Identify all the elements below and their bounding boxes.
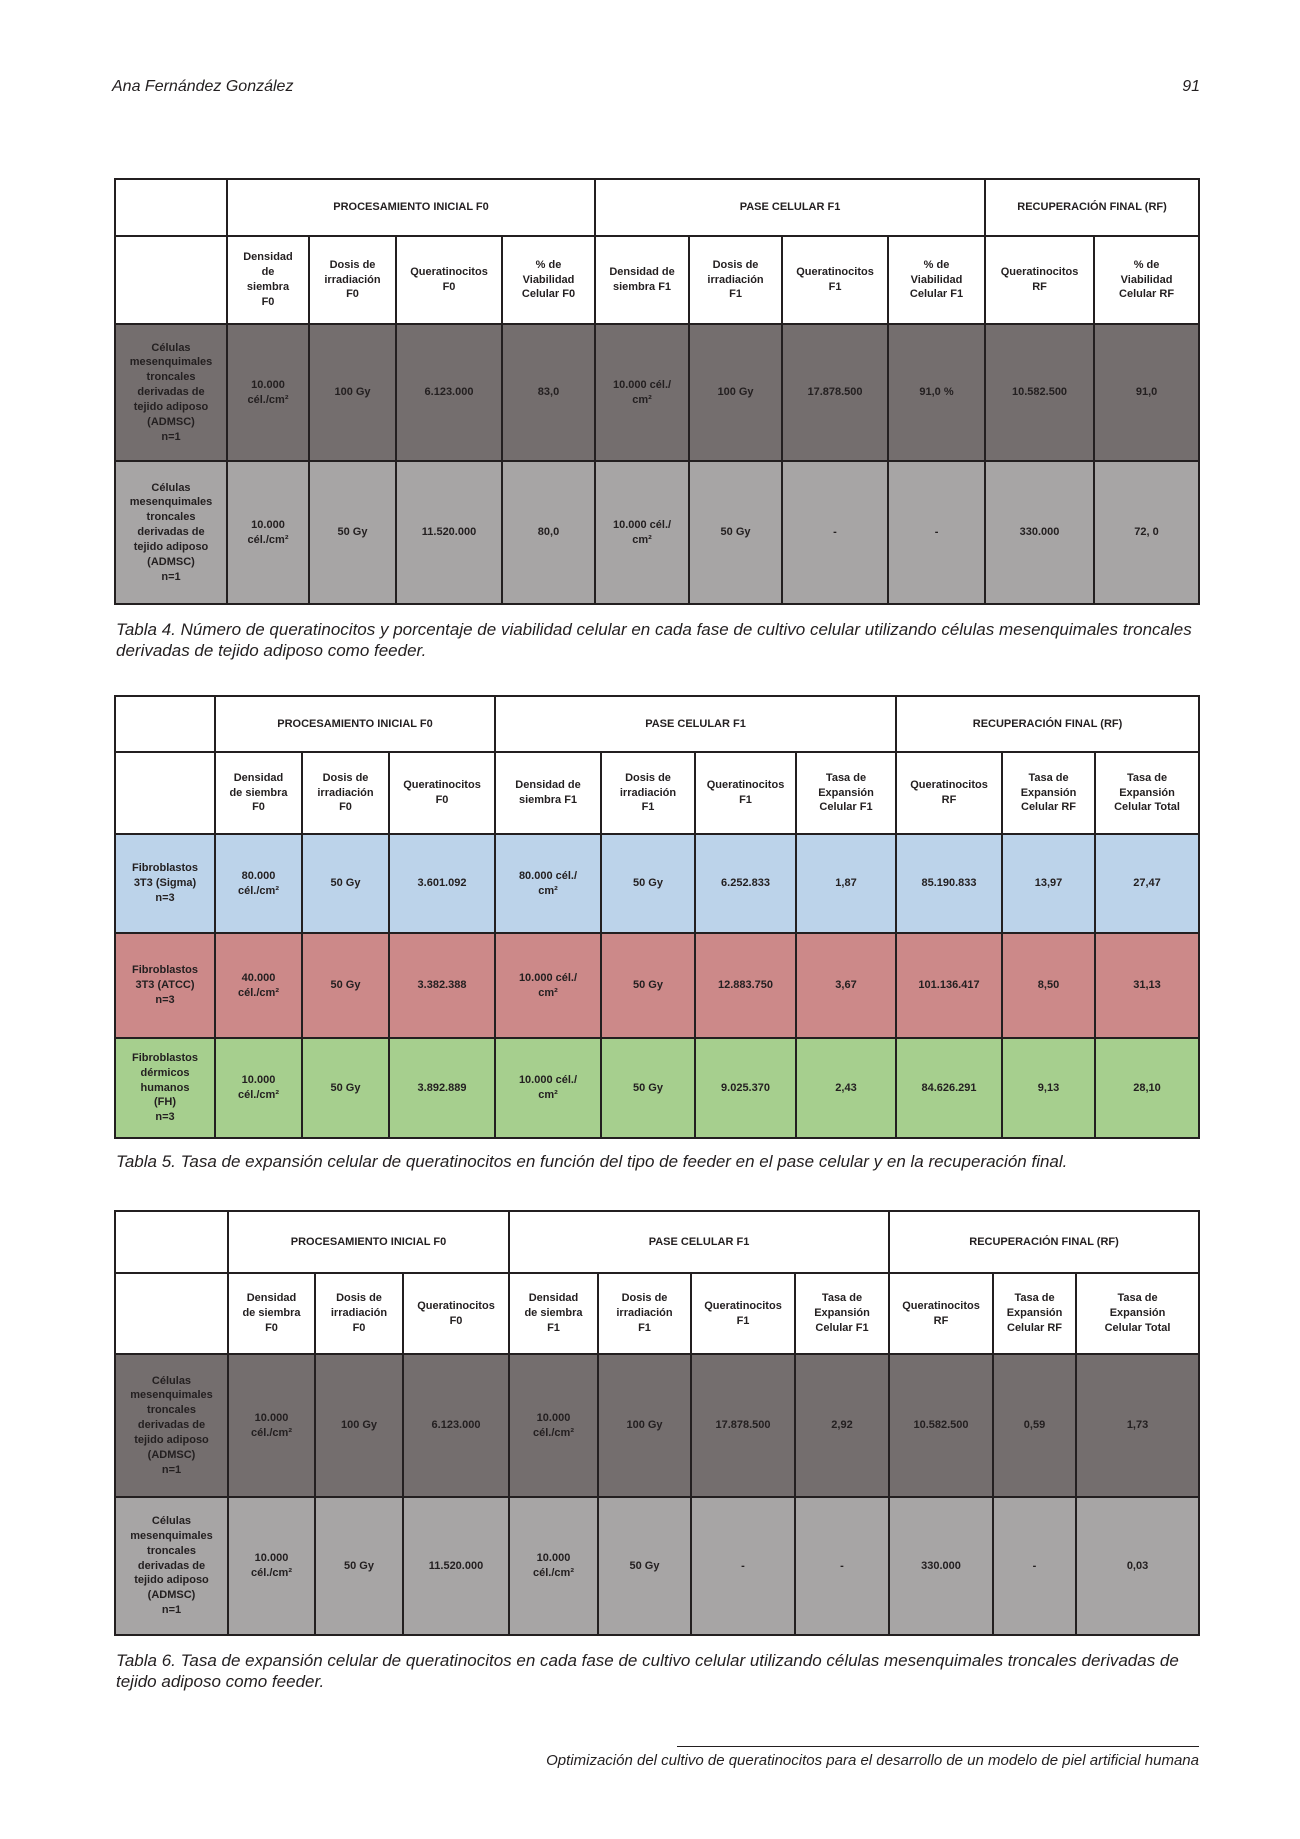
row-label: Células mesenquimales troncales derivadas de tejido adiposo (ADMSC) n=1 — [115, 1354, 228, 1497]
table-cell: 80.000 cél./cm² — [215, 834, 302, 933]
table-cell: 72, 0 — [1094, 461, 1199, 604]
table-4-group-f1: PASE CELULAR F1 — [595, 179, 985, 236]
table-4-group-header-row — [115, 179, 1199, 236]
table-cell: 91,0 — [1094, 324, 1199, 461]
table-cell: 11.520.000 — [396, 461, 502, 604]
table-cell: 11.520.000 — [403, 1497, 509, 1635]
table-4-subheader: % de Viabilidad Celular F1 — [888, 236, 985, 324]
table-cell: 80,0 — [502, 461, 595, 604]
table-5-subheader: Densidad de siembra F0 — [215, 752, 302, 834]
table-cell: 50 Gy — [315, 1497, 403, 1635]
table-cell: 10.000 cél./ cm² — [595, 461, 689, 604]
table-cell: 91,0 % — [888, 324, 985, 461]
table-5-subheader: Tasa de Expansión Celular RF — [1002, 752, 1095, 834]
table-cell: 9.025.370 — [695, 1038, 796, 1138]
table-cell: 1,73 — [1076, 1354, 1199, 1497]
table-row — [115, 1354, 1199, 1497]
table-row — [115, 933, 1199, 1038]
table-row — [115, 1497, 1199, 1635]
table-cell: 330.000 — [889, 1497, 993, 1635]
table-cell: 50 Gy — [689, 461, 782, 604]
table-cell: 10.000 cél./ cm² — [495, 1038, 601, 1138]
table-6-subheader-row — [115, 1273, 1199, 1354]
table-cell: 9,13 — [1002, 1038, 1095, 1138]
table-6-subheader-corner — [115, 1273, 228, 1354]
table-cell: 10.000 cél./cm² — [227, 324, 309, 461]
table-cell: 27,47 — [1095, 834, 1199, 933]
table-cell: 10.582.500 — [889, 1354, 993, 1497]
table-5-subheader-row — [115, 752, 1199, 834]
table-cell: 17.878.500 — [782, 324, 888, 461]
table-6-group-rf: RECUPERACIÓN FINAL (RF) — [889, 1211, 1199, 1273]
table-5-caption: Tabla 5. Tasa de expansión celular de queratinocitos en función del tipo de feeder en el pase celular y en la recuperación final. — [116, 1152, 1068, 1171]
table-4-subheader: Queratinocitos F0 — [396, 236, 502, 324]
table-6-subheader: Tasa de Expansión Celular Total — [1076, 1273, 1199, 1354]
table-cell: 10.000 cél./cm² — [228, 1497, 315, 1635]
table-5-subheader-corner — [115, 752, 215, 834]
table-6-subheader: Queratinocitos F0 — [403, 1273, 509, 1354]
table-5-subheader: Dosis de irradiación F1 — [601, 752, 695, 834]
table-6-subheader: Queratinocitos F1 — [691, 1273, 795, 1354]
table-4-subheader: Queratinocitos F1 — [782, 236, 888, 324]
table-cell: 50 Gy — [601, 933, 695, 1038]
table-cell: 50 Gy — [302, 1038, 389, 1138]
table-6 — [114, 1210, 1200, 1636]
table-6-subheader: Densidad de siembra F0 — [228, 1273, 315, 1354]
table-row — [115, 324, 1199, 461]
table-cell: - — [795, 1497, 889, 1635]
table-cell: 10.000 cél./cm² — [227, 461, 309, 604]
table-6-corner — [115, 1211, 228, 1273]
table-4-caption: Tabla 4. Número de queratinocitos y porcentaje de viabilidad celular en cada fase de cultivo celular utilizando células mesenquimales troncales derivadas de tejido adiposo como feeder. — [116, 620, 1192, 660]
table-cell: 100 Gy — [315, 1354, 403, 1497]
table-4-subheader: % de Viabilidad Celular RF — [1094, 236, 1199, 324]
table-cell: 50 Gy — [598, 1497, 691, 1635]
table-cell: 10.000 cél./cm² — [215, 1038, 302, 1138]
footer-rule — [677, 1746, 1199, 1747]
row-label: Células mesenquimales troncales derivadas de tejido adiposo (ADMSC) n=1 — [115, 1497, 228, 1635]
table-cell: 6.123.000 — [403, 1354, 509, 1497]
table-cell: 10.000 cél./ cm² — [495, 933, 601, 1038]
table-cell: 50 Gy — [302, 834, 389, 933]
table-cell: 3.601.092 — [389, 834, 495, 933]
table-6-subheader: Dosis de irradiación F0 — [315, 1273, 403, 1354]
table-6-subheader: Queratinocitos RF — [889, 1273, 993, 1354]
table-cell: 12.883.750 — [695, 933, 796, 1038]
page-number: 91 — [1182, 78, 1200, 95]
table-cell: 100 Gy — [689, 324, 782, 461]
table-cell: 3,67 — [796, 933, 896, 1038]
table-6-group-header-row — [115, 1211, 1199, 1273]
table-5 — [114, 695, 1200, 1139]
row-label: Células mesenquimales troncales derivadas de tejido adiposo (ADMSC) n=1 — [115, 324, 227, 461]
table-cell: 101.136.417 — [896, 933, 1002, 1038]
table-cell: 6.123.000 — [396, 324, 502, 461]
table-cell: 0,59 — [993, 1354, 1076, 1497]
table-cell: 13,97 — [1002, 834, 1095, 933]
table-cell: 100 Gy — [598, 1354, 691, 1497]
table-6-subheader: Tasa de Expansión Celular F1 — [795, 1273, 889, 1354]
table-row — [115, 834, 1199, 933]
table-cell: 85.190.833 — [896, 834, 1002, 933]
table-5-group-f1: PASE CELULAR F1 — [495, 696, 896, 752]
table-5-corner — [115, 696, 215, 752]
table-5-subheader: Tasa de Expansión Celular F1 — [796, 752, 896, 834]
table-4-subheader: Dosis de irradiación F1 — [689, 236, 782, 324]
table-cell: 50 Gy — [309, 461, 396, 604]
table-cell: 3.382.388 — [389, 933, 495, 1038]
table-4-corner — [115, 179, 227, 236]
table-cell: 10.000 cél./cm² — [509, 1354, 598, 1497]
table-cell: 3.892.889 — [389, 1038, 495, 1138]
table-cell: 10.000 cél./cm² — [509, 1497, 598, 1635]
table-cell: 40.000 cél./cm² — [215, 933, 302, 1038]
table-6-caption: Tabla 6. Tasa de expansión celular de queratinocitos en cada fase de cultivo celular utilizando células mesenquimales troncales derivadas de tejido adiposo como feeder. — [116, 1651, 1179, 1691]
table-cell: 28,10 — [1095, 1038, 1199, 1138]
table-cell: 50 Gy — [302, 933, 389, 1038]
table-cell: 10.000 cél./cm² — [228, 1354, 315, 1497]
table-cell: 0,03 — [1076, 1497, 1199, 1635]
table-cell: - — [993, 1497, 1076, 1635]
running-header-author: Ana Fernández González — [112, 78, 294, 95]
row-label: Fibroblastos dérmicos humanos (FH) n=3 — [115, 1038, 215, 1138]
table-6-subheader: Dosis de irradiación F1 — [598, 1273, 691, 1354]
table-5-group-f0: PROCESAMIENTO INICIAL F0 — [215, 696, 495, 752]
table-5-subheader: Dosis de irradiación F0 — [302, 752, 389, 834]
table-cell: 1,87 — [796, 834, 896, 933]
table-cell: - — [691, 1497, 795, 1635]
table-row — [115, 1038, 1199, 1138]
table-5-subheader: Densidad de siembra F1 — [495, 752, 601, 834]
table-cell: 330.000 — [985, 461, 1094, 604]
table-4-subheader: Densidad de siembra F0 — [227, 236, 309, 324]
table-cell: 17.878.500 — [691, 1354, 795, 1497]
table-5-group-rf: RECUPERACIÓN FINAL (RF) — [896, 696, 1199, 752]
table-5-group-header-row — [115, 696, 1199, 752]
table-4-group-f0: PROCESAMIENTO INICIAL F0 — [227, 179, 595, 236]
table-6-group-f0: PROCESAMIENTO INICIAL F0 — [228, 1211, 509, 1273]
table-5-subheader: Queratinocitos F0 — [389, 752, 495, 834]
table-cell: 6.252.833 — [695, 834, 796, 933]
table-row — [115, 461, 1199, 604]
table-cell: - — [888, 461, 985, 604]
table-5-subheader: Tasa de Expansión Celular Total — [1095, 752, 1199, 834]
table-cell: 31,13 — [1095, 933, 1199, 1038]
row-label: Fibroblastos 3T3 (Sigma) n=3 — [115, 834, 215, 933]
table-6-subheader: Tasa de Expansión Celular RF — [993, 1273, 1076, 1354]
table-4-subheader-row — [115, 236, 1199, 324]
table-6-group-f1: PASE CELULAR F1 — [509, 1211, 889, 1273]
table-4-subheader-corner — [115, 236, 227, 324]
table-4-group-rf: RECUPERACIÓN FINAL (RF) — [985, 179, 1199, 236]
table-cell: 8,50 — [1002, 933, 1095, 1038]
running-footer: Optimización del cultivo de queratinocitos para el desarrollo de un modelo de piel artificial humana — [546, 1752, 1199, 1769]
table-cell: 84.626.291 — [896, 1038, 1002, 1138]
table-4-subheader: Dosis de irradiación F0 — [309, 236, 396, 324]
table-cell: 50 Gy — [601, 834, 695, 933]
table-4-subheader: Densidad de siembra F1 — [595, 236, 689, 324]
table-cell: 100 Gy — [309, 324, 396, 461]
table-cell: 10.000 cél./ cm² — [595, 324, 689, 461]
table-5-subheader: Queratinocitos RF — [896, 752, 1002, 834]
row-label: Células mesenquimales troncales derivadas de tejido adiposo (ADMSC) n=1 — [115, 461, 227, 604]
table-cell: - — [782, 461, 888, 604]
table-cell: 80.000 cél./ cm² — [495, 834, 601, 933]
table-cell: 2,43 — [796, 1038, 896, 1138]
table-cell: 2,92 — [795, 1354, 889, 1497]
table-cell: 83,0 — [502, 324, 595, 461]
row-label: Fibroblastos 3T3 (ATCC) n=3 — [115, 933, 215, 1038]
table-6-subheader: Densidad de siembra F1 — [509, 1273, 598, 1354]
table-4 — [114, 178, 1200, 605]
table-5-subheader: Queratinocitos F1 — [695, 752, 796, 834]
table-cell: 50 Gy — [601, 1038, 695, 1138]
table-4-subheader: Queratinocitos RF — [985, 236, 1094, 324]
table-cell: 10.582.500 — [985, 324, 1094, 461]
table-4-subheader: % de Viabilidad Celular F0 — [502, 236, 595, 324]
